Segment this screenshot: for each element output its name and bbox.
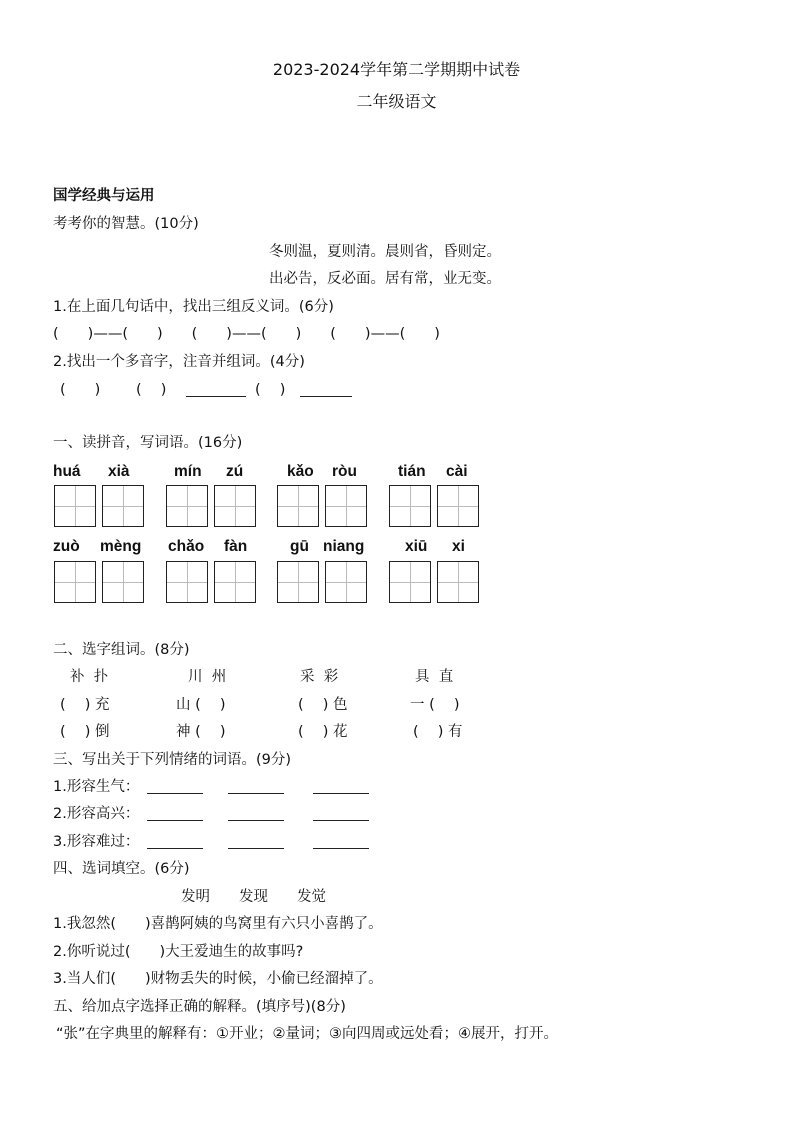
writing-grid-cell[interactable]: [437, 561, 479, 603]
pinyin-label: kǎo: [287, 463, 314, 480]
pinyin-label: xiū: [405, 538, 428, 555]
pinyin-label: cài: [446, 463, 468, 480]
writing-grid-cell[interactable]: [437, 485, 479, 527]
writing-grid-cell[interactable]: [325, 561, 367, 603]
answer-line[interactable]: [313, 834, 369, 855]
fill-question-1[interactable]: 1.我忽然( )喜鹊阿姨的鸟窝里有六只小喜鹊了。: [53, 916, 383, 932]
polyphone-blank-2[interactable]: ( ): [136, 382, 167, 398]
pinyin-label: huá: [53, 463, 81, 480]
section-2-heading: 二、选字组词。(8分): [53, 642, 190, 658]
pinyin-label: ròu: [332, 463, 357, 480]
polyphone-blank-3[interactable]: ( ): [255, 382, 286, 398]
pinyin-label: xià: [108, 463, 130, 480]
char-pair: 采 彩: [300, 669, 339, 685]
word-blank[interactable]: 神 ( ): [176, 724, 226, 740]
writing-grid-cell[interactable]: [54, 561, 96, 603]
section-5-heading: 五、给加点字选择正确的解释。(填序号)(8分): [53, 999, 346, 1015]
guoxue-intro: 考考你的智慧。(10分): [53, 216, 199, 232]
pinyin-label: chǎo: [168, 538, 205, 555]
answer-line[interactable]: [228, 779, 284, 800]
word-choices: 发明 发现 发觉: [181, 889, 326, 905]
section-4-heading: 四、选词填空。(6分): [53, 861, 190, 877]
exam-title: 2023-2024学年第二学期期中试卷: [272, 60, 521, 79]
writing-grid-cell[interactable]: [166, 485, 208, 527]
guoxue-question-2: 2.找出一个多音字，注音并组词。(4分): [53, 354, 305, 370]
exam-subtitle: 二年级语文: [356, 92, 437, 111]
answer-line[interactable]: [147, 834, 203, 855]
writing-grid-cell[interactable]: [214, 561, 256, 603]
word-blank[interactable]: ( ) 花: [298, 724, 348, 740]
writing-grid-cell[interactable]: [214, 485, 256, 527]
emotion-prompt: 1.形容生气：: [53, 779, 140, 795]
writing-grid-cell[interactable]: [54, 485, 96, 527]
pinyin-label: zú: [226, 463, 244, 480]
polyphone-blank-1[interactable]: ( ): [60, 382, 101, 398]
pinyin-label: mín: [174, 463, 202, 480]
pinyin-label: zuò: [53, 538, 80, 555]
word-blank[interactable]: ( ) 有: [413, 724, 463, 740]
pinyin-label: tián: [398, 463, 426, 480]
guoxue-heading: 国学经典与运用: [53, 188, 155, 204]
answer-line[interactable]: [147, 779, 203, 800]
answer-line[interactable]: [228, 806, 284, 827]
guoxue-question-1: 1.在上面几句话中，找出三组反义词。(6分): [53, 299, 334, 315]
pinyin-label: gū: [290, 538, 309, 555]
section-1-heading: 一、读拼音，写词语。(16分): [53, 435, 243, 451]
writing-grid-cell[interactable]: [102, 485, 144, 527]
char-pair: 补 扑: [70, 669, 109, 685]
fill-question-3[interactable]: 3.当人们( )财物丢失的时候，小偷已经溜掉了。: [53, 971, 383, 987]
writing-grid-cell[interactable]: [277, 485, 319, 527]
pinyin-label: mèng: [100, 538, 142, 555]
writing-grid-cell[interactable]: [389, 561, 431, 603]
writing-grid-cell[interactable]: [166, 561, 208, 603]
word-blank[interactable]: 山 ( ): [176, 697, 226, 713]
pinyin-label: fàn: [224, 538, 248, 555]
word-blank[interactable]: ( ) 充: [60, 697, 110, 713]
writing-grid-cell[interactable]: [389, 485, 431, 527]
answer-line[interactable]: [313, 806, 369, 827]
polyphone-word-line-2[interactable]: [300, 382, 352, 403]
word-blank[interactable]: ( ) 倒: [60, 724, 110, 740]
word-blank[interactable]: 一 ( ): [410, 697, 460, 713]
pinyin-label: niang: [323, 538, 365, 555]
writing-grid-cell[interactable]: [277, 561, 319, 603]
char-pair: 川 州: [188, 669, 227, 685]
antonym-blanks[interactable]: ( )——( ) ( )——( ) ( )——( ): [53, 326, 440, 342]
fill-question-2[interactable]: 2.你听说过( )大王爱迪生的故事吗?: [53, 944, 304, 960]
writing-grid-cell[interactable]: [325, 485, 367, 527]
polyphone-word-line-1[interactable]: [186, 382, 246, 403]
emotion-prompt: 3.形容难过：: [53, 834, 140, 850]
char-pair: 具 直: [415, 669, 454, 685]
pinyin-label: xi: [452, 538, 465, 555]
section-3-heading: 三、写出关于下列情绪的词语。(9分): [53, 752, 292, 768]
definition-line: “张”在字典里的解释有：①开业；②量词；③向四周或远处看；④展开，打开。: [56, 1026, 559, 1042]
answer-line[interactable]: [313, 779, 369, 800]
answer-line[interactable]: [228, 834, 284, 855]
emotion-prompt: 2.形容高兴：: [53, 806, 140, 822]
poem-line-1: 冬则温，夏则清。晨则省，昏则定。: [269, 244, 501, 260]
answer-line[interactable]: [147, 806, 203, 827]
writing-grid-cell[interactable]: [102, 561, 144, 603]
poem-line-2: 出必告，反必面。居有常，业无变。: [269, 271, 501, 287]
word-blank[interactable]: ( ) 色: [298, 697, 348, 713]
